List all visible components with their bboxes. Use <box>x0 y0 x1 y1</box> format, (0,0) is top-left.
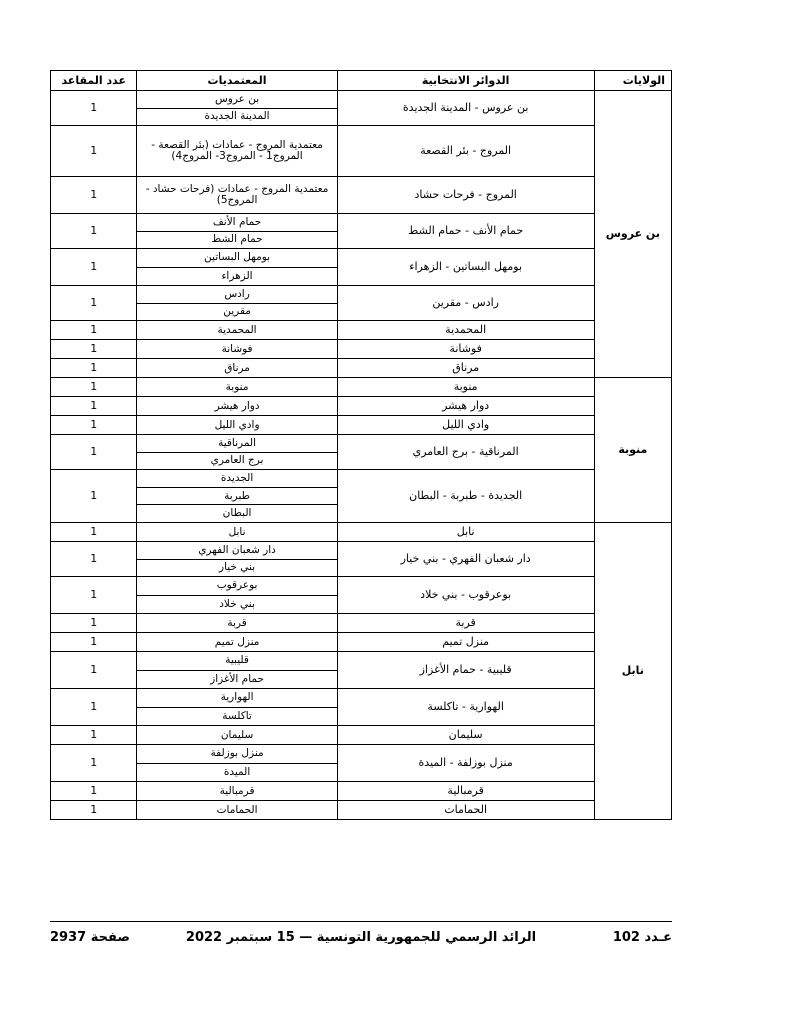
delegation-item: الحمامات <box>216 803 258 816</box>
header-seats: عدد المقاعد <box>51 71 137 91</box>
table-row <box>51 652 672 689</box>
seats-cell: 1 <box>51 801 137 820</box>
delegations-cell <box>137 470 337 523</box>
delegations-cell <box>137 249 337 286</box>
header-districts: الدوائر الانتخابية <box>337 71 594 91</box>
district-cell: حمام الأنف - حمام الشط <box>337 214 594 249</box>
delegations-list <box>137 126 336 176</box>
delegation-item: الجديدة <box>220 471 254 484</box>
delegations-list <box>137 652 336 688</box>
delegation-item: بن عروس <box>214 92 260 105</box>
seats-cell: 1 <box>51 652 137 689</box>
delegations-cell <box>137 782 337 801</box>
delegations-list <box>137 249 336 285</box>
district-cell: الجديدة - طبربة - البطان <box>337 470 594 523</box>
delegations-cell <box>137 286 337 321</box>
district-cell: قرمبالية <box>337 782 594 801</box>
delegations-list <box>137 745 336 781</box>
delegations-list <box>137 321 336 339</box>
table-header-row <box>51 71 672 91</box>
table-row <box>51 577 672 614</box>
district-cell: الهوارية - تاكلسة <box>337 689 594 726</box>
table-row <box>51 470 672 523</box>
delegations-cell <box>137 359 337 378</box>
delegations-cell <box>137 577 337 614</box>
seats-cell: 1 <box>51 416 137 435</box>
table-row <box>51 321 672 340</box>
delegations-list <box>137 91 336 125</box>
delegations-cell <box>137 614 337 633</box>
seats-cell: 1 <box>51 214 137 249</box>
district-cell: رادس - مقرين <box>337 286 594 321</box>
table-row <box>51 177 672 214</box>
district-cell: المروج - فرحات حشاد <box>337 177 594 214</box>
delegations-cell <box>137 91 337 126</box>
table-row <box>51 614 672 633</box>
delegations-list <box>137 416 336 434</box>
delegations-list <box>137 397 336 415</box>
seats-cell: 1 <box>51 91 137 126</box>
table-row <box>51 214 672 249</box>
delegations-cell <box>137 542 337 577</box>
delegations-list <box>137 726 336 744</box>
seats-cell: 1 <box>51 689 137 726</box>
seats-cell: 1 <box>51 782 137 801</box>
seats-cell: 1 <box>51 577 137 614</box>
table-row <box>51 359 672 378</box>
delegations-list <box>137 801 336 819</box>
districts-table-container <box>50 70 672 820</box>
delegations-list <box>137 542 336 576</box>
delegations-cell <box>137 745 337 782</box>
table-row <box>51 91 672 126</box>
district-cell: منوبة <box>337 378 594 397</box>
seats-cell: 1 <box>51 378 137 397</box>
delegation-item: الميدة <box>137 763 336 782</box>
district-cell: الحمامات <box>337 801 594 820</box>
table-row <box>51 416 672 435</box>
district-cell: سليمان <box>337 726 594 745</box>
district-cell: وادي الليل <box>337 416 594 435</box>
table-row <box>51 801 672 820</box>
table-row <box>51 378 672 397</box>
page-footer <box>50 921 672 945</box>
delegations-list <box>137 435 336 469</box>
seats-cell: 1 <box>51 614 137 633</box>
district-cell: نابل <box>337 523 594 542</box>
delegations-cell <box>137 416 337 435</box>
seats-cell: 1 <box>51 286 137 321</box>
delegation-item: المرناقية <box>218 436 257 449</box>
table-body <box>51 91 672 820</box>
delegation-item: طبربة <box>137 487 336 505</box>
delegation-item: المدينة الجديدة <box>137 108 336 126</box>
header-governorate: الولايات <box>594 71 671 91</box>
table-row <box>51 633 672 652</box>
delegation-item: وادي الليل <box>214 418 260 431</box>
seats-cell: 1 <box>51 397 137 416</box>
delegations-cell <box>137 435 337 470</box>
delegations-cell <box>137 177 337 214</box>
district-cell: المروج - بئر القصعة <box>337 126 594 177</box>
delegation-item: حمام الأنف <box>212 215 262 228</box>
delegation-item: دار شعبان الفهري <box>198 543 276 556</box>
delegations-cell <box>137 523 337 542</box>
delegations-cell <box>137 321 337 340</box>
delegations-list <box>137 577 336 613</box>
delegations-list <box>137 214 336 248</box>
delegation-item: المحمدية <box>217 323 257 336</box>
district-cell: قربة <box>337 614 594 633</box>
district-cell: بوعرقوب - بني خلاد <box>337 577 594 614</box>
delegation-item: البطان <box>137 504 336 522</box>
delegation-item: حمام الشط <box>137 231 336 249</box>
delegation-item: تاكلسة <box>137 707 336 726</box>
delegation-item: مقرين <box>137 303 336 321</box>
delegation-item: مرناق <box>224 361 250 374</box>
seats-cell: 1 <box>51 745 137 782</box>
table-row <box>51 726 672 745</box>
table-row <box>51 249 672 286</box>
seats-cell: 1 <box>51 359 137 378</box>
delegation-item: منزل بوزلفة <box>210 747 264 760</box>
delegation-item: حمام الأغزاز <box>137 670 336 689</box>
delegation-item: دوار هيشر <box>214 399 260 412</box>
delegations-list <box>137 286 336 320</box>
footer-issue-number: عـدد 102 <box>612 930 672 945</box>
seats-cell: 1 <box>51 340 137 359</box>
delegation-item: بني خلاد <box>137 595 336 614</box>
delegations-cell <box>137 340 337 359</box>
delegations-cell <box>137 633 337 652</box>
delegation-item: بومهل البساتين <box>204 251 271 264</box>
delegations-list <box>137 633 336 651</box>
delegation-item: بوعرقوب <box>216 579 258 592</box>
seats-cell: 1 <box>51 633 137 652</box>
table-row <box>51 286 672 321</box>
delegations-list <box>137 782 336 800</box>
seats-cell: 1 <box>51 249 137 286</box>
delegation-item: نابل <box>228 525 246 538</box>
district-cell: فوشانة <box>337 340 594 359</box>
table-row <box>51 126 672 177</box>
table-row <box>51 435 672 470</box>
delegation-item: بني خيار <box>137 559 336 577</box>
table-row <box>51 745 672 782</box>
footer-gazette-title: الرائد الرسمي للجمهورية التونسية — 15 سبتمبر 2022 <box>185 930 537 945</box>
district-cell: مرناق <box>337 359 594 378</box>
district-cell: منزل تميم <box>337 633 594 652</box>
seats-cell: 1 <box>51 726 137 745</box>
delegation-item: قربة <box>227 616 247 629</box>
seats-cell: 1 <box>51 177 137 214</box>
district-cell: قليبية - حمام الأغزاز <box>337 652 594 689</box>
delegations-list <box>137 378 336 396</box>
header-delegations: المعتمديات <box>137 71 337 91</box>
delegations-cell <box>137 126 337 177</box>
district-cell: دار شعبان الفهري - بني خيار <box>337 542 594 577</box>
delegations-list <box>137 614 336 632</box>
delegations-cell <box>137 378 337 397</box>
seats-cell: 1 <box>51 126 137 177</box>
table-row <box>51 523 672 542</box>
delegations-cell <box>137 801 337 820</box>
delegations-list <box>137 470 336 522</box>
delegation-item: الهوارية <box>220 691 254 704</box>
delegations-cell <box>137 214 337 249</box>
district-cell: دوار هيشر <box>337 397 594 416</box>
electoral-districts-table <box>50 70 672 820</box>
seats-cell: 1 <box>51 542 137 577</box>
delegations-cell <box>137 726 337 745</box>
district-cell: المرناقية - برج العامري <box>337 435 594 470</box>
table-row <box>51 542 672 577</box>
delegations-list <box>137 177 336 213</box>
governorate-cell: بن عروس <box>594 91 671 378</box>
governorate-cell: منوبة <box>594 378 671 523</box>
district-cell: منزل بوزلفة - الميدة <box>337 745 594 782</box>
delegation-item: الزهراء <box>137 267 336 286</box>
table-row <box>51 340 672 359</box>
delegations-cell <box>137 652 337 689</box>
delegation-item: معتمدية المروج - عمادات (فرحات حشاد - المروج5) <box>145 183 329 206</box>
delegations-list <box>137 689 336 725</box>
table-row <box>51 689 672 726</box>
district-cell: المحمدية <box>337 321 594 340</box>
delegations-list <box>137 340 336 358</box>
delegation-item: معتمدية المروج - عمادات (بئر القصعة - المروج1 - المروج3- المروج4) <box>151 139 323 162</box>
delegations-cell <box>137 689 337 726</box>
delegations-list <box>137 523 336 541</box>
footer-page-number: صفحة 2937 <box>50 930 130 945</box>
district-cell: بومهل البساتين - الزهراء <box>337 249 594 286</box>
table-row <box>51 782 672 801</box>
district-cell: بن عروس - المدينة الجديدة <box>337 91 594 126</box>
delegation-item: رادس <box>224 287 250 300</box>
delegation-item: سليمان <box>220 728 254 741</box>
delegation-item: منزل تميم <box>214 635 260 648</box>
delegation-item: فوشانة <box>221 342 253 355</box>
delegations-list <box>137 359 336 377</box>
delegations-cell <box>137 397 337 416</box>
seats-cell: 1 <box>51 470 137 523</box>
governorate-cell: نابل <box>594 523 671 820</box>
seats-cell: 1 <box>51 435 137 470</box>
delegation-item: برج العامري <box>137 452 336 470</box>
table-row <box>51 397 672 416</box>
seats-cell: 1 <box>51 321 137 340</box>
delegation-item: قرمبالية <box>219 784 255 797</box>
delegation-item: منوبة <box>225 380 249 393</box>
delegation-item: قليبية <box>225 654 249 667</box>
seats-cell: 1 <box>51 523 137 542</box>
